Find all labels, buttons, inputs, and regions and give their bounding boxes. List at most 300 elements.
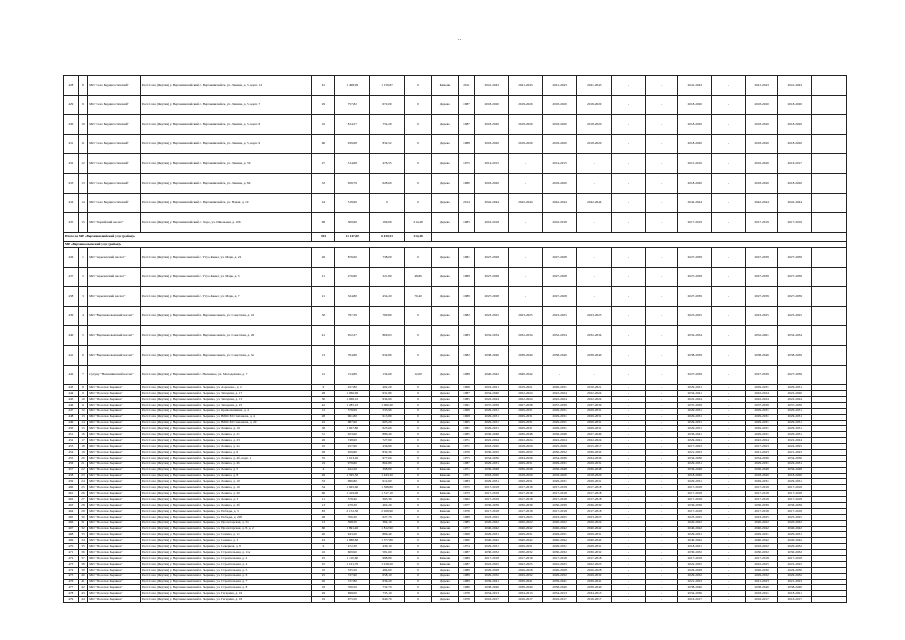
table-cell: 440: [64, 326, 79, 346]
table-cell: 19: [312, 461, 335, 467]
table-cell: -: [612, 76, 646, 96]
table-cell: -: [509, 248, 543, 268]
table-cell: 2023-2025: [745, 306, 778, 326]
table-cell: 2038-2040: [778, 585, 812, 591]
table-cell: 0: [404, 461, 431, 467]
table-cell: 2040-2042: [509, 538, 543, 544]
table-cell: 477: [64, 585, 79, 591]
table-cell: [812, 154, 847, 174]
table-cell: 41: [78, 579, 87, 585]
table-cell: 1982: [458, 346, 475, 366]
table-cell: Респ Саха (Якутия) у. Верхнеколымский п. Зырянка, ул. Строительная, д. 8: [140, 585, 312, 591]
table-cell: 1973: [458, 491, 475, 497]
table-cell: 1968: [458, 385, 475, 391]
table-cell: 2032-2034: [475, 326, 509, 346]
table-cell: МО "Поселок Зырянка": [88, 520, 141, 526]
table-cell: 2027-2039: [745, 287, 778, 307]
table-cell: 2023-2025: [678, 514, 712, 520]
table-cell: 1986: [458, 585, 475, 591]
table-cell: 2040-2042: [577, 526, 612, 532]
table-cell: 461: [64, 491, 79, 497]
table-cell: -: [712, 287, 746, 307]
table-cell: 8: [78, 76, 87, 96]
table-cell: 2017-2018: [509, 508, 543, 514]
table-cell: Дерево: [432, 455, 458, 461]
table-cell: 0: [404, 579, 431, 585]
table-row: [64, 95, 847, 115]
table-cell: 2030-2032: [745, 550, 778, 556]
table-cell: 2021-2023: [745, 579, 778, 585]
table-cell: 2036-2048: [475, 467, 509, 473]
table-cell: 2029-2032: [475, 573, 509, 579]
table-cell: 2017-2018: [475, 556, 509, 562]
table-cell: 2026-2030: [745, 567, 778, 573]
table-cell: 2030-2032: [577, 550, 612, 556]
table-cell: 2027-2028: [542, 248, 577, 268]
table-cell: 2036-2039: [678, 503, 712, 509]
table-cell: 2017-2018: [678, 497, 712, 503]
table-cell: 1 101,70: [335, 561, 370, 567]
table-cell: -: [612, 473, 646, 479]
table-cell: 478: [64, 591, 79, 597]
table-cell: 2029-2031: [678, 532, 712, 538]
table-cell: 2024-2025: [778, 444, 812, 450]
table-cell: 2042-2044: [509, 193, 543, 213]
table-cell: 2020-2022: [577, 520, 612, 526]
table-cell: 20: [312, 579, 335, 585]
table-cell: 384,10: [370, 520, 405, 526]
table-cell: -: [645, 173, 678, 193]
table-cell: 2032-2034: [509, 326, 543, 346]
table-cell: -: [612, 134, 646, 154]
table-cell: -: [612, 287, 646, 307]
table-cell: Каменн: [432, 485, 458, 491]
table-cell: 1988: [458, 514, 475, 520]
table-cell: [812, 115, 847, 135]
table-cell: 952,27: [335, 326, 370, 346]
table-cell: 2027-2039: [678, 267, 712, 287]
table-cell: -: [612, 414, 646, 420]
table-cell: 2018-2020: [475, 173, 509, 193]
table-cell: 2030-2032: [577, 449, 612, 455]
table-cell: 2029-2031: [475, 414, 509, 420]
table-cell: 2034-2036: [678, 455, 712, 461]
table-cell: 764,86: [335, 346, 370, 366]
table-cell: Респ Саха (Якутия) у. Верхневилюйский с. Верхневилюйск, ул. Ленина, д. 84: [140, 173, 312, 193]
table-cell: -: [712, 455, 746, 461]
table-cell: 2040-2042: [678, 538, 712, 544]
table-cell: Дерево: [432, 365, 458, 385]
table-cell: 2032-2034: [542, 326, 577, 346]
table-cell: 2030-2032: [509, 550, 543, 556]
table-cell: 435: [64, 213, 79, 233]
table-cell: МО "Верхнеколымский наслег": [88, 326, 141, 346]
table-cell: -: [645, 346, 678, 366]
table-cell: -: [712, 134, 746, 154]
table-cell: -: [509, 213, 543, 233]
table-cell: 2016-2017: [577, 597, 612, 603]
table-cell: Сулуну "Нелемнинский наслег": [88, 365, 141, 385]
table-row: [64, 287, 847, 307]
table-cell: 1 577,80: [370, 538, 405, 544]
table-cell: 451: [64, 432, 79, 438]
table-cell: 1 007,80: [335, 426, 370, 432]
table-cell: -: [612, 95, 646, 115]
table-cell: Респ Саха (Якутия) у. Верхнеколымский п. Зырянка, ул. Аэровокз., д. 2: [140, 385, 312, 391]
table-cell: 2029-2031: [745, 532, 778, 538]
table-cell: -: [509, 154, 543, 174]
table-cell: 83: [312, 508, 335, 514]
table-cell: 2026-2028: [509, 567, 543, 573]
table-cell: -: [612, 520, 646, 526]
table-cell: 2025-2026: [542, 444, 577, 450]
table-cell: 25: [312, 556, 335, 562]
table-cell: 463: [64, 503, 79, 509]
table-cell: Каменн: [432, 561, 458, 567]
table-cell: 5: [78, 326, 87, 346]
table-cell: -: [712, 248, 746, 268]
table-cell: Дерево: [432, 213, 458, 233]
table-cell: -: [645, 287, 678, 307]
table-cell: 1 159,87: [370, 76, 405, 96]
table-cell: -: [712, 579, 746, 585]
table-cell: -: [612, 532, 646, 538]
table-cell: -: [612, 455, 646, 461]
table-cell: -: [612, 444, 646, 450]
table-cell: -: [712, 485, 746, 491]
table-cell: -: [612, 597, 646, 603]
table-cell: 2027-2039: [678, 248, 712, 268]
table-cell: -: [712, 497, 746, 503]
table-cell: 2011: [458, 76, 475, 96]
table-cell: 0: [404, 497, 431, 503]
table-cell: 2027-2039: [678, 287, 712, 307]
table-cell: 2038-2040: [577, 585, 612, 591]
table-cell: 2037-2039: [542, 402, 577, 408]
table-cell: 2016-2017: [678, 597, 712, 603]
table-cell: -: [612, 115, 646, 135]
table-cell: Респ Саха (Якутия) у. Верхневилюйский с. Верхневилюйск, ул. Ленина, д. 59: [140, 154, 312, 174]
table-cell: 398,50: [335, 520, 370, 526]
subtotal-area-other: 214,48: [404, 232, 431, 241]
table-cell: -: [645, 267, 678, 287]
subtotal-label: Итого по МР «Верхневилюйский улус (район)»: [64, 232, 312, 241]
table-cell: 2016-2017: [475, 597, 509, 603]
table-cell: -: [645, 414, 678, 420]
table-cell: 2029-2031: [509, 414, 543, 420]
table-cell: 2038-2039: [678, 346, 712, 366]
table-cell: 2041-2043: [678, 76, 712, 96]
table-cell: -: [712, 461, 746, 467]
table-cell: 2036-2048: [509, 467, 543, 473]
table-cell: 476: [64, 579, 79, 585]
table-cell: 468: [64, 532, 79, 538]
table-cell: 923,60: [370, 426, 405, 432]
table-cell: 2029-2031: [678, 479, 712, 485]
table-cell: 2029-2041: [678, 438, 712, 444]
table-cell: -: [645, 467, 678, 473]
table-cell: 1989: [458, 267, 475, 287]
table-row: [64, 76, 847, 96]
table-cell: Каменн: [432, 76, 458, 96]
table-cell: 38: [78, 561, 87, 567]
table-cell: 2036-2039: [745, 503, 778, 509]
table-cell: МО "Поселок Зырянка": [88, 438, 141, 444]
table-cell: 2017-2018: [577, 485, 612, 491]
table-cell: 2016-2017: [542, 597, 577, 603]
table-cell: Дерево: [432, 402, 458, 408]
table-cell: 2039-2041: [542, 579, 577, 585]
table-cell: 2029-2031: [577, 408, 612, 414]
table-cell: 605,20: [370, 420, 405, 426]
table-cell: 1 285,10: [335, 402, 370, 408]
table-cell: 2026-2028: [678, 567, 712, 573]
table-cell: 25: [312, 561, 335, 567]
table-cell: -: [645, 385, 678, 391]
table-cell: -: [612, 567, 646, 573]
table-cell: 2029-2031: [745, 420, 778, 426]
table-cell: -: [712, 544, 746, 550]
table-cell: 9: [312, 544, 335, 550]
table-cell: 2032-2034: [577, 326, 612, 346]
table-cell: 465: [64, 514, 79, 520]
table-cell: 923,90: [335, 432, 370, 438]
table-cell: 754,29: [370, 115, 405, 135]
table-cell: -: [712, 585, 746, 591]
table-cell: 2017-2018: [577, 491, 612, 497]
table-row: [64, 326, 847, 346]
table-cell: 0: [404, 561, 431, 567]
subtotal-apartments: 394: [312, 232, 335, 241]
table-cell: 1987: [458, 115, 475, 135]
table-cell: Дерево: [432, 426, 458, 432]
table-cell: Дерево: [432, 585, 458, 591]
table-cell: 41: [312, 326, 335, 346]
table-cell: МО "Поселок Зырянка": [88, 449, 141, 455]
table-cell: 2022-2024: [475, 438, 509, 444]
table-cell: 11: [78, 134, 87, 154]
table-cell: 61: [312, 76, 335, 96]
table-cell: МО "Поселок Зырянка": [88, 561, 141, 567]
table-cell: 2018-2020: [509, 115, 543, 135]
table-cell: -: [712, 532, 746, 538]
table-cell: 2027-2028: [475, 287, 509, 307]
table-cell: 1: [78, 248, 87, 268]
table-cell: 10: [312, 444, 335, 450]
table-cell: 462,20: [370, 503, 405, 509]
table-cell: Респ Саха (Якутия) у. Верхнеколымский п. Зырянка, ул. Ленина, д. 20: [140, 491, 312, 497]
table-cell: 2034-2036: [509, 455, 543, 461]
table-cell: 12: [78, 154, 87, 174]
table-cell: 2039-2041: [509, 579, 543, 585]
table-cell: 2018-2020: [778, 115, 812, 135]
table-cell: 436,80: [370, 444, 405, 450]
table-cell: Респ Саха (Якутия) у. Верхнеколымский п. Зырянка, ул. Победы, д. 3: [140, 508, 312, 514]
table-cell: 22: [78, 467, 87, 473]
table-cell: 4: [78, 306, 87, 326]
table-cell: 1965: [458, 420, 475, 426]
table-cell: 2: [78, 267, 87, 287]
table-cell: 2020-2022: [475, 520, 509, 526]
table-cell: 2018-2020: [542, 95, 577, 115]
table-cell: 16: [312, 550, 335, 556]
table-cell: 1975: [458, 154, 475, 174]
table-cell: 66: [312, 134, 335, 154]
table-cell: 26: [312, 248, 335, 268]
table-cell: 2038-2040: [509, 585, 543, 591]
table-cell: [812, 193, 847, 213]
table-cell: -: [712, 526, 746, 532]
table-cell: 581,60: [370, 550, 405, 556]
table-cell: -: [612, 561, 646, 567]
table-cell: 32: [312, 173, 335, 193]
table-cell: [812, 134, 847, 154]
table-cell: 2017-2018: [577, 497, 612, 503]
table-cell: МО "село Бердигестяхский": [88, 193, 141, 213]
table-cell: -: [645, 76, 678, 96]
table-cell: МО "Арылахский наслег": [88, 267, 141, 287]
table-cell: 533,90: [370, 408, 405, 414]
table-cell: МО "Поселок Зырянка": [88, 503, 141, 509]
table-cell: 0: [404, 193, 431, 213]
table-cell: Дерево: [432, 503, 458, 509]
table-cell: Дерево: [432, 326, 458, 346]
table-cell: 1971: [458, 444, 475, 450]
table-cell: 2017-2018: [577, 556, 612, 562]
table-cell: -: [612, 213, 646, 233]
table-cell: 2034-2036: [745, 455, 778, 461]
table-cell: -: [712, 346, 746, 366]
table-cell: Респ Саха (Якутия) у. Верхнеколымский п. Зырянка, ул. Гагарина, д. 18: [140, 597, 312, 603]
table-cell: 2017-2018: [678, 508, 712, 514]
table-cell: 31: [312, 432, 335, 438]
table-cell: 2022-2026: [778, 391, 812, 397]
table-cell: 2034-2036: [475, 455, 509, 461]
table-cell: 430: [64, 115, 79, 135]
table-cell: 2022-2024: [542, 391, 577, 397]
table-cell: 378,40: [335, 497, 370, 503]
table-cell: Дерево: [432, 432, 458, 438]
table-cell: 2040-2042: [475, 365, 509, 385]
table-cell: 2036-2048: [509, 432, 543, 438]
table-cell: -: [612, 550, 646, 556]
table-cell: 2029-2031: [778, 420, 812, 426]
table-cell: 2018-2020: [745, 134, 778, 154]
table-cell: Дерево: [432, 497, 458, 503]
table-cell: -: [712, 444, 746, 450]
table-cell: Каменн: [432, 538, 458, 544]
table-cell: [812, 365, 847, 385]
table-cell: Каменн: [432, 526, 458, 532]
table-cell: -: [645, 491, 678, 497]
table-cell: 2036-2039: [509, 503, 543, 509]
table-cell: 18: [78, 444, 87, 450]
table-cell: 363,30: [370, 497, 405, 503]
table-cell: 864,80: [370, 461, 405, 467]
table-cell: 422,20: [335, 467, 370, 473]
table-cell: 2029-2031: [475, 544, 509, 550]
table-cell: 324,80: [335, 287, 370, 307]
table-cell: МО "Поселок Зырянка": [88, 444, 141, 450]
table-cell: Дерево: [432, 346, 458, 366]
subtotal-row: [64, 232, 847, 241]
table-cell: 2022-2025: [678, 561, 712, 567]
table-cell: 2023-2025: [542, 514, 577, 520]
table-cell: 1 068,10: [335, 396, 370, 402]
table-cell: 2017-2018: [509, 497, 543, 503]
table-cell: 474: [64, 567, 79, 573]
table-cell: Респ Саха (Якутия) у. Верхнеколымский п. Зырянка, ул. Северная, д. 8: [140, 544, 312, 550]
table-cell: 2018-2020: [475, 95, 509, 115]
table-cell: 460: [64, 485, 79, 491]
table-cell: 2029-2031: [509, 479, 543, 485]
table-cell: 1989: [458, 556, 475, 562]
table-cell: Дерево: [432, 95, 458, 115]
table-cell: -: [612, 579, 646, 585]
table-cell: 2022-2024: [678, 396, 712, 402]
table-cell: 2037-2039: [745, 402, 778, 408]
table-cell: Респ Саха (Якутия) у. Верхнеколымский п. Зырянка, ул. Ленина, д. 2а: [140, 444, 312, 450]
table-cell: 2029-2031: [577, 414, 612, 420]
table-cell: МО "Поселок Зырянка": [88, 432, 141, 438]
table-cell: 2022-2024: [577, 396, 612, 402]
table-cell: 2040-2042: [542, 538, 577, 544]
table-cell: 2027-2039: [778, 365, 812, 385]
table-cell: 13: [78, 414, 87, 420]
table-cell: -: [645, 248, 678, 268]
table-cell: МО "Поселок Зырянка": [88, 408, 141, 414]
table-cell: 1 598,80: [370, 485, 405, 491]
table-cell: 2036-2039: [577, 503, 612, 509]
table-cell: 1 060,40: [370, 402, 405, 408]
table-cell: 931,80: [370, 391, 405, 397]
table-cell: 886,40: [370, 532, 405, 538]
table-cell: 2030-2032: [678, 550, 712, 556]
table-cell: 2034-2036: [678, 591, 712, 597]
table-cell: Дерево: [432, 597, 458, 603]
table-cell: 2030-2032: [542, 550, 577, 556]
table-cell: 0: [404, 532, 431, 538]
table-cell: [812, 95, 847, 115]
table-cell: 535,50: [335, 567, 370, 573]
table-cell: 2029-2031: [678, 408, 712, 414]
table-cell: 37: [78, 556, 87, 562]
table-cell: Респ Саха (Якутия) у. Верхнеколымский п. Верхнеколымск, ул. Советская, д. 5а: [140, 346, 312, 366]
table-cell: 2017-2018: [745, 508, 778, 514]
table-cell: 2036-2039: [475, 503, 509, 509]
table-cell: 2042-2044: [678, 193, 712, 213]
table-cell: 16: [78, 432, 87, 438]
table-cell: 627,70: [370, 514, 405, 520]
table-cell: -: [612, 526, 646, 532]
table-cell: -: [612, 154, 646, 174]
table-cell: Респ Саха (Якутия) у. Верхнеколымский с. Утуо-Кыыл, ул. Марк, д. 22: [140, 248, 312, 268]
table-cell: 1981: [458, 426, 475, 432]
table-cell: 514,68: [335, 154, 370, 174]
table-cell: МО "село Бердигестяхский": [88, 154, 141, 174]
table-cell: 42: [78, 585, 87, 591]
table-cell: 0: [370, 193, 405, 213]
table-cell: -: [712, 95, 746, 115]
table-cell: Респ Саха (Якутия) у. Верхнеколымский п. Зырянка, ул. Кривошапкина, д. 4: [140, 408, 312, 414]
table-cell: 2022-2024: [475, 396, 509, 402]
table-cell: 2034-2013: [475, 591, 509, 597]
table-cell: 0: [404, 538, 431, 544]
table-cell: 2029-2032: [577, 573, 612, 579]
table-row: [64, 193, 847, 213]
table-cell: -: [645, 426, 678, 432]
table-cell: 309,90: [335, 213, 370, 233]
